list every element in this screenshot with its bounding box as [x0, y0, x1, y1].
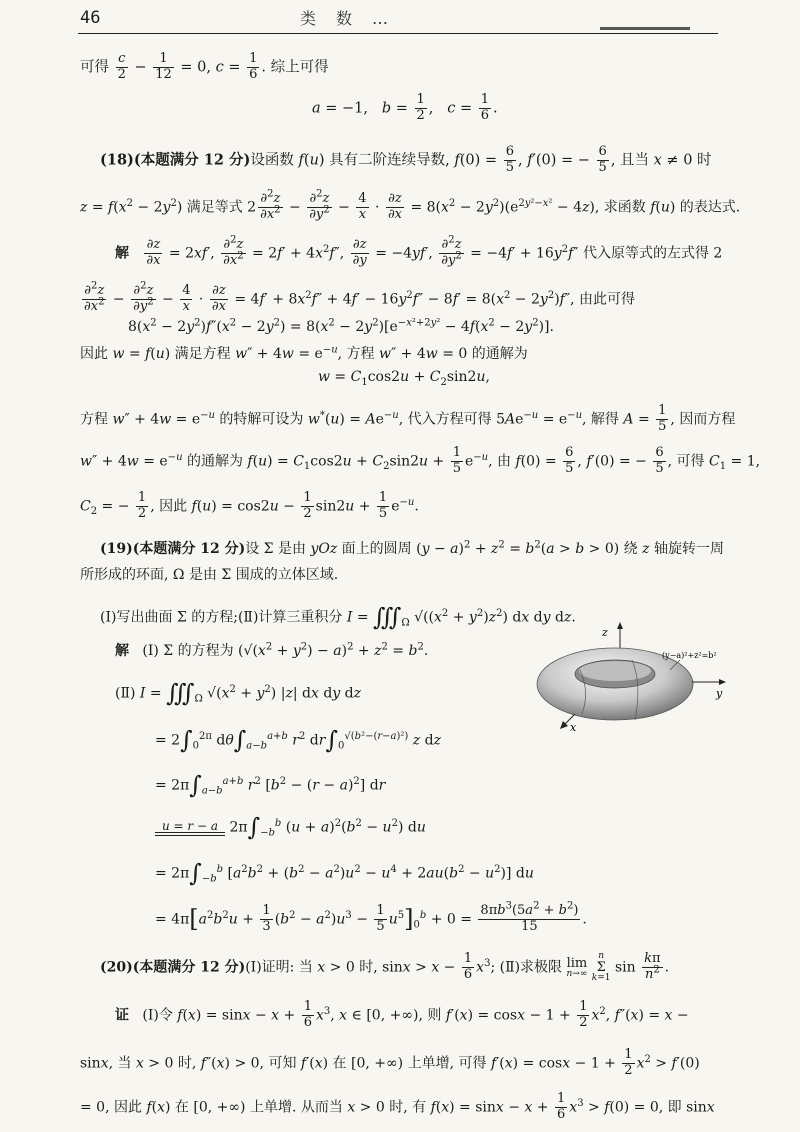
- page-header: [0, 0, 800, 44]
- text-line-2: a = −1, b = $\frac{1}{2}$ , c = $\frac{1}{6}$ .: [312, 92, 498, 123]
- torus-figure: [520, 622, 730, 732]
- sol19-line-7: = $4\pi[a^2b^2u$ + $\frac{1}{3}$ $(b^2 - a^2)u^3$ − $\frac{1}{5}$ $u^5]_0^b + 0$ = $\frac{8\pi b^3(5a^2 + b^2)}{15}$ .: [155, 900, 587, 935]
- sol18-line-5: $w = C_1\cos 2u + C_2\sin 2u$,: [318, 369, 490, 388]
- proof20-line-1: 证 (Ⅰ)令 f(x) = sinx − x + $\frac{1}{6}$ $x^3$, x ∈ [0, +∞), 则 f′(x) = cosx − 1 + $\frac{1}{2}$ $x^2$, f″(x) = x −: [115, 999, 689, 1030]
- sol18-line-8: $C_2$ = − $\frac{1}{2}$ , 因此 f(u) = cos2u − $\frac{1}{2}$ sin2u + $\frac{1}{5}$ $e^{-u}$.: [80, 490, 419, 521]
- sol19-line-5: u = r − a $2\pi\int_{-b}^b$ $(u + a)^2(b^2 - u^2)$ du: [155, 812, 426, 843]
- y-axis-arrow: [719, 679, 726, 685]
- torus-illustration: [520, 622, 730, 732]
- sol19-line-3: = $2\int_0^{2\pi}$ $d\theta\int_{a-b}^{a+b}$ $r^2$ $dr\int_0^{√(b^2-(r-a)^2)}$ z dz: [155, 726, 441, 754]
- substitution-marker: [155, 820, 225, 836]
- sol18-line-2: $\frac{\partial^2z}{\partial x^2}$ − $\frac{\partial^2z}{\partial y^2}$ − $\frac{4}{x}$ · $\frac{\partial z}{\partial x}$ = $4f' + 8x^2f'' + 4f' - 16y^2f'' - 8f' = 8(x^2 - 2y^2)f''$, 由此可得: [84, 280, 635, 314]
- q20-label: (20)(本题满分 12 分): [100, 959, 246, 976]
- q20-statement: (20)(本题满分 12 分)(Ⅰ)证明: 当 x > 0 时, sinx > x − $\frac{1}{6}$ $x^3$; (Ⅱ)求极限 lim n→∞ n Σ k=1 sin $\frac{k\pi}{n^2}$ .: [100, 951, 670, 983]
- sol18-line-3: $8(x^2 - 2y^2)f''(x^2 - 2y^2) = 8(x^2 - 2y^2)[e^{-x^2+2y^2} - 4f(x^2 - 2y^2)]$.: [128, 317, 554, 335]
- sol19-line-1: 解 (Ⅰ) Σ 的方程为 $(√(x^2 + y^2) - a)^2 + z^2 = b^2$.: [115, 641, 429, 659]
- q19-label: (19)(本题满分 12 分): [100, 541, 246, 557]
- header-rule-accent: [600, 27, 690, 30]
- sol19-line-6: = $2\pi\int_{-b}^b$ $[a^2b^2 + (b^2 - a^2)u^2 - u^4 + 2au(b^2 - u^2)]$ du: [155, 859, 534, 887]
- running-title: 类 数 …: [300, 9, 391, 28]
- sol18-line-6: 方程 $w'' + 4w = e^{-u}$ 的特解可设为 $w^*(u) = Ae^{-u}$, 代入方程可得 $5Ae^{-u} = e^{-u}$, 解得 A = $\frac{1}{5}$ , 因而方程: [80, 403, 736, 434]
- proof-label: 证: [115, 1007, 129, 1024]
- sol18-line-1: 解 $\frac{\partial z}{\partial x}$ = 2xf′, $\frac{\partial^2z}{\partial x^2}$ = $2f' + 4x^2f''$, $\frac{\partial z}{\partial y}$ = −4yf′, $\frac{\partial^2z}{\partial y^2}$ = $-4f' + 16y^2f''$ 代入原等式的左式得 2: [115, 234, 723, 268]
- sol19-line-4: = $2\pi\int_{a-b}^{a+b}$ $r^2$ $[b^2 - (r - a)^2]$ dr: [155, 771, 386, 799]
- q18-statement-line-1: (18)(本题满分 12 分)设函数 f(u) 具有二阶连续导数, f(0) = $\frac{6}{5}$ , f′(0) = − $\frac{6}{5}$ , 且当 x ≠ 0 时: [100, 144, 712, 175]
- x-axis-label: x: [570, 721, 577, 732]
- y-axis-label: y: [716, 687, 723, 700]
- q19-statement-line-3: (Ⅰ)写出曲面 Σ 的方程;(Ⅱ)计算三重积分 $I = ∭_\Omega$ $√((x^2 + y^2)z^2)$ dx dy dz.: [100, 603, 576, 631]
- q18-label: (18)(本题满分 12 分): [100, 151, 251, 169]
- sol19-line-2: (Ⅱ) $I = ∭_\Omega$ $√(x^2 + y^2)$ |z| dx dy dz: [115, 679, 362, 707]
- z-axis-arrow: [617, 622, 623, 629]
- sol18-line-7: $w'' + 4w = e^{-u}$ 的通解为 $f(u) = C_1\cos 2u + C_2\sin 2u$ + $\frac{1}{5}$ $e^{-u}$, 由 f(0) = $\frac{6}{5}$ , f′(0) = − $\frac{6}{5}$ , 可得 $C_1 = 1$,: [80, 445, 761, 476]
- proof20-line-3: = 0, 因此 f(x) 在 [0, +∞) 上单增. 从而当 x > 0 时, 有 f(x) = sinx − x + $\frac{1}{6}$ $x^3 > f(0) = 0$, 即 sinx: [80, 1091, 715, 1122]
- substitution-text: u = r − a: [162, 818, 218, 833]
- page-number: 46: [80, 8, 101, 28]
- q18-statement-line-2: $z = f(x^2 - 2y^2)$ 满足等式 2 $\frac{\partial^2z}{\partial x^2}$ − $\frac{\partial^2z}{\partial y^2}$ − $\frac{4}{x}$ · $\frac{\partial z}{\partial x}$ = $8(x^2 - 2y^2)(e^{2y^2-x^2} - 4z)$, 求函数 f(u) 的表达式.: [80, 188, 741, 222]
- text-line-1: 可得 $\frac{c}{2}$ − $\frac{1}{12}$ = 0, c = $\frac{1}{6}$ . 综上可得: [80, 51, 329, 82]
- solution-label-19: 解: [115, 643, 129, 659]
- sol18-line-4: 因此 w = f(u) 满足方程 $w'' + 4w = e^{-u}$, 方程 w″ + 4w = 0 的通解为: [80, 344, 528, 362]
- circle-equation-label: (y−a)²+z²=b²: [662, 651, 717, 660]
- proof20-line-2: sinx, 当 x > 0 时, f″(x) > 0, 可知 f′(x) 在 [0, +∞) 上单增, 可得 f′(x) = cosx − 1 + $\frac{1}{2}$ $x^2 > f'(0)$: [80, 1047, 700, 1078]
- q19-statement-line-2: 所形成的环面, Ω 是由 Σ 围成的立体区域.: [80, 567, 339, 583]
- solution-label: 解: [115, 245, 129, 262]
- z-axis-label: z: [602, 626, 608, 639]
- torus-hole-inner: [579, 661, 651, 681]
- header-rule: [78, 33, 718, 34]
- q19-statement-line-1: (19)(本题满分 12 分)设 Σ 是由 yOz 面上的圆周 $(y - a)^2 + z^2 = b^2(a > b > 0)$ 绕 z 轴旋转一周: [100, 539, 724, 557]
